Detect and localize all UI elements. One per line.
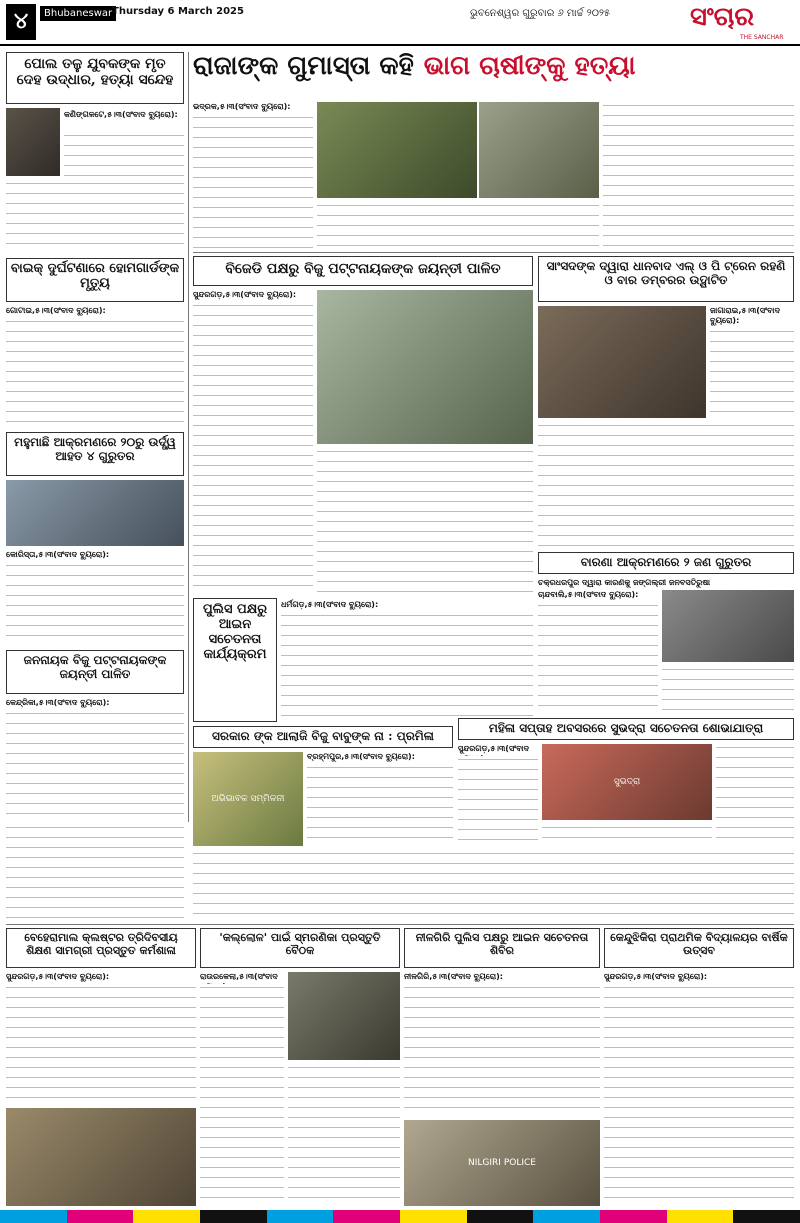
body-text: [6, 318, 184, 428]
headline: ବେହେରାମାଲ କ୍ଲଷ୍ଟର ତ୍ରିଦିବସୀୟ ଶିକ୍ଷଣ ସାମଗ୍ରୀ ପ୍ରସ୍ତୁତ କର୍ମଶାଳା: [6, 928, 196, 968]
dateline: ଗୋଟାଇ,୫।୩(ସଂବାଦ ବ୍ୟୁରୋ):: [6, 306, 106, 315]
article-kallol-meeting: [200, 928, 400, 1206]
body-text: [662, 666, 794, 712]
photo-police-camp: [404, 1120, 600, 1206]
dateline: ଧର୍ମଗଡ଼,୫।୩(ସଂବାଦ ବ୍ୟୁରୋ):: [281, 600, 379, 609]
dateline: ରାଉରକେଲା,୫।୩(ସଂବାଦ: [200, 972, 278, 981]
body-text: [710, 328, 794, 418]
body-text: [603, 102, 794, 250]
row-divider: [6, 924, 794, 925]
dateline: ସୁନ୍ଦରଗଡ଼,୫।୩(ସଂବାଦ: [458, 744, 530, 753]
body-text: [538, 422, 794, 548]
photo-pramila-banner: [193, 752, 303, 846]
article-school-function: [604, 928, 794, 1206]
body-text: [604, 984, 794, 1206]
article-bike-accident: [6, 258, 184, 428]
headline: ବିଜେଡି ପକ୍ଷରୁ ବିଜୁ ପଟ୍ଟନାୟକଙ୍କ ଜୟନ୍ତୀ ପାଳିତ: [193, 256, 533, 286]
headline: ନୀଳଗିରି ପୁଲିସ ପକ୍ଷରୁ ଆଇନ ସଚେତନତା ଶିବିର: [404, 928, 600, 968]
photo-workshop: [6, 1108, 196, 1206]
article-subhadra-rally: [458, 718, 794, 846]
banner-text: NILGIRI POLICE: [468, 1158, 536, 1168]
banner-text: ସୁଭଦ୍ରା: [613, 777, 641, 787]
article-biju-jayanti-left: [6, 650, 184, 820]
body-text: [6, 562, 184, 644]
photo-injured-villager: [662, 590, 794, 662]
column-divider: [188, 52, 189, 822]
photo-rally: [542, 744, 712, 820]
article-nilgiri-police: [404, 928, 600, 1206]
masthead: [0, 0, 800, 46]
headline-black: ରାଜାଙ୍କ ଗୁମାସ୍ତା କହି: [193, 52, 414, 81]
dateline: କୋରିସ୍ତା,୫।୩(ସଂବାଦ ବ୍ୟୁରୋ):: [6, 550, 110, 559]
body-text: [317, 202, 599, 250]
headline: କେନ୍ଦୁଝିକିରା ପ୍ରାଥମିକ ବିଦ୍ୟାଳୟର ବାର୍ଷିକ ଉତ୍ସବ: [604, 928, 794, 968]
row-divider: [193, 252, 794, 253]
headline: ମହୁମାଛି ଆକ୍ରମଣରେ ୨୦ରୁ ଉର୍ଦ୍ଧ୍ୱ ଆହତ ୪ ଗୁରୁତର: [6, 432, 184, 476]
body-text: [307, 764, 453, 846]
article-dead-body: [6, 52, 184, 252]
body-text: [538, 602, 658, 712]
article-pramila: [193, 726, 453, 846]
body-text: [193, 850, 794, 920]
headline: 'କଲ୍ଲୋଳ' ପାଇଁ ସ୍ମରଣିକା ପ୍ରସ୍ତୁତି ବୈଠକ: [200, 928, 400, 968]
article-bee-attack: [6, 432, 184, 644]
headline: ସାଂସଦଙ୍କ ଦ୍ୱାରା ଧାନବାଦ ଏଲ୍ ଓ ପି ଟ୍ରେନ ରହଣି ଓ ବାର ଡମ୍ବରର ଉଦ୍ଘାଟିତ: [538, 256, 794, 302]
photo-meeting: [288, 972, 400, 1060]
dateline: ଚାନ୍ଦବାଲି,୫।୩(ସଂବାଦ ବ୍ୟୁରୋ):: [538, 590, 639, 599]
article-train-stop: [538, 256, 794, 548]
article-main: [193, 52, 794, 250]
body-text: [6, 824, 184, 920]
body-text: [542, 824, 712, 846]
headline-red: ଭାଗ ଚାଷୀଙ୍କୁ ହତ୍ୟା: [423, 52, 636, 81]
city-label: Bhubaneswar: [40, 6, 116, 21]
photo-crime-scene: [317, 102, 477, 198]
odia-date-label: ଭୁବନେଶ୍ୱର ଗୁରୁବାର ୬ ମାର୍ଚ୍ଚ ୨୦୨୫: [470, 8, 611, 19]
body-text: [281, 612, 533, 722]
page-number: ୪: [6, 4, 36, 40]
body-text: [6, 180, 184, 252]
dateline: ସୁନ୍ଦରଗଡ଼,୫।୩(ସଂବାଦ ବ୍ୟୁରୋ):: [193, 290, 297, 299]
subheadline: ଚକ୍ରଧରପୁର ଦ୍ୱାରା କାରଣକୁ ଜଙ୍ଗଲ୍ରୀ ଜନବସତିରୁଷା: [538, 578, 711, 587]
body-text: [6, 984, 196, 1104]
body-text: [317, 448, 533, 594]
body-text: [200, 984, 284, 1206]
dateline: ସୁନ୍ଦରଗଡ଼,୫।୩(ସଂବାଦ ବ୍ୟୁରୋ):: [6, 972, 110, 981]
banner-text: ଅଭିଭାବକ ସମ୍ମିଳନୀ: [211, 794, 285, 804]
body-text: [6, 710, 184, 820]
dateline: ନୀଳଗିରି,୫।୩(ସଂବାଦ ବ୍ୟୁରୋ):: [404, 972, 503, 981]
headline: ସରକାର ଙ୍କ ଆଲାଜି ବିଜୁ ବାବୁଙ୍କ ନା : ପ୍ରମିଳା: [193, 726, 453, 748]
dateline: ଭଦ୍ରକ,୫।୩(ସଂବାଦ ବ୍ୟୁରୋ):: [193, 102, 291, 111]
body-text: [458, 756, 538, 846]
headline: ବାଇକ୍ ଦୁର୍ଘଟଣାରେ ହୋମଗାର୍ଡଙ୍କ ମୃତ୍ୟୁ: [6, 258, 184, 302]
body-text: [64, 132, 184, 178]
photo-victim: [6, 108, 60, 176]
body-text: [716, 744, 794, 846]
body-text: [193, 114, 313, 250]
newspaper-logo: ସଂଚାର: [690, 2, 755, 32]
main-headline: [193, 52, 794, 98]
headline: ପୁଲିସ ପକ୍ଷରୁ ଆଇନ ସଚେତନତା କାର୍ଯ୍ୟକ୍ରମ: [193, 598, 277, 722]
article-bjd-biju-jayanti: [193, 256, 533, 594]
date-label: Thursday 6 March 2025: [112, 6, 244, 17]
body-text: [288, 1064, 400, 1206]
dateline: କେନ୍ଦ୍ରିକା,୫।୩(ସଂବାଦ ବ୍ୟୁରୋ):: [6, 698, 110, 707]
article-workshop: [6, 928, 196, 1206]
headline: ପୋଲ ତଳୁ ଯୁବକଙ୍କ ମୃତ ଦେହ ଉଦ୍ଧାର, ହତ୍ୟା ସନ୍ଦେହ: [6, 52, 184, 104]
headline: ମହିଳା ସପ୍ତାହ ଅବସରରେ ସୁଭଦ୍ରା ସଚେତନତା ଶୋଭାଯାତ୍ରା: [458, 718, 794, 740]
photo-injured: [6, 480, 184, 546]
article-elephant-attack: [538, 552, 794, 712]
photo-villagers: [479, 102, 599, 198]
newspaper-logo-sub: THE SANCHAR: [740, 34, 784, 41]
photo-biju-statue: [317, 290, 533, 444]
color-registration-strip: [0, 1210, 800, 1223]
body-text: [193, 302, 313, 594]
headline: ବାରଣା ଆକ୍ରମଣରେ ୨ ଜଣ ଗୁରୁତର: [538, 552, 794, 574]
article-police-awareness: [193, 598, 533, 722]
headline: ଜନନାୟକ ବିଜୁ ପଟ୍ଟନାୟକଙ୍କ ଜୟନ୍ତୀ ପାଳିତ: [6, 650, 184, 694]
dateline: ଜାଗାରାଇ,୫।୩(ସଂବାଦ ବ୍ୟୁରୋ):: [710, 306, 780, 325]
dateline: ସୁନ୍ଦରଗଡ଼,୫।୩(ସଂବାଦ ବ୍ୟୁରୋ):: [604, 972, 708, 981]
dateline: ବ୍ରହ୍ମପୁର,୫।୩(ସଂବାଦ ବ୍ୟୁରୋ):: [307, 752, 415, 761]
photo-inauguration: [538, 306, 706, 418]
body-text: [404, 984, 600, 1116]
dateline: କଣିଙ୍ଗଳଟେ,୫।୩(ସଂବାଦ ବ୍ୟୁରୋ):: [64, 110, 178, 119]
